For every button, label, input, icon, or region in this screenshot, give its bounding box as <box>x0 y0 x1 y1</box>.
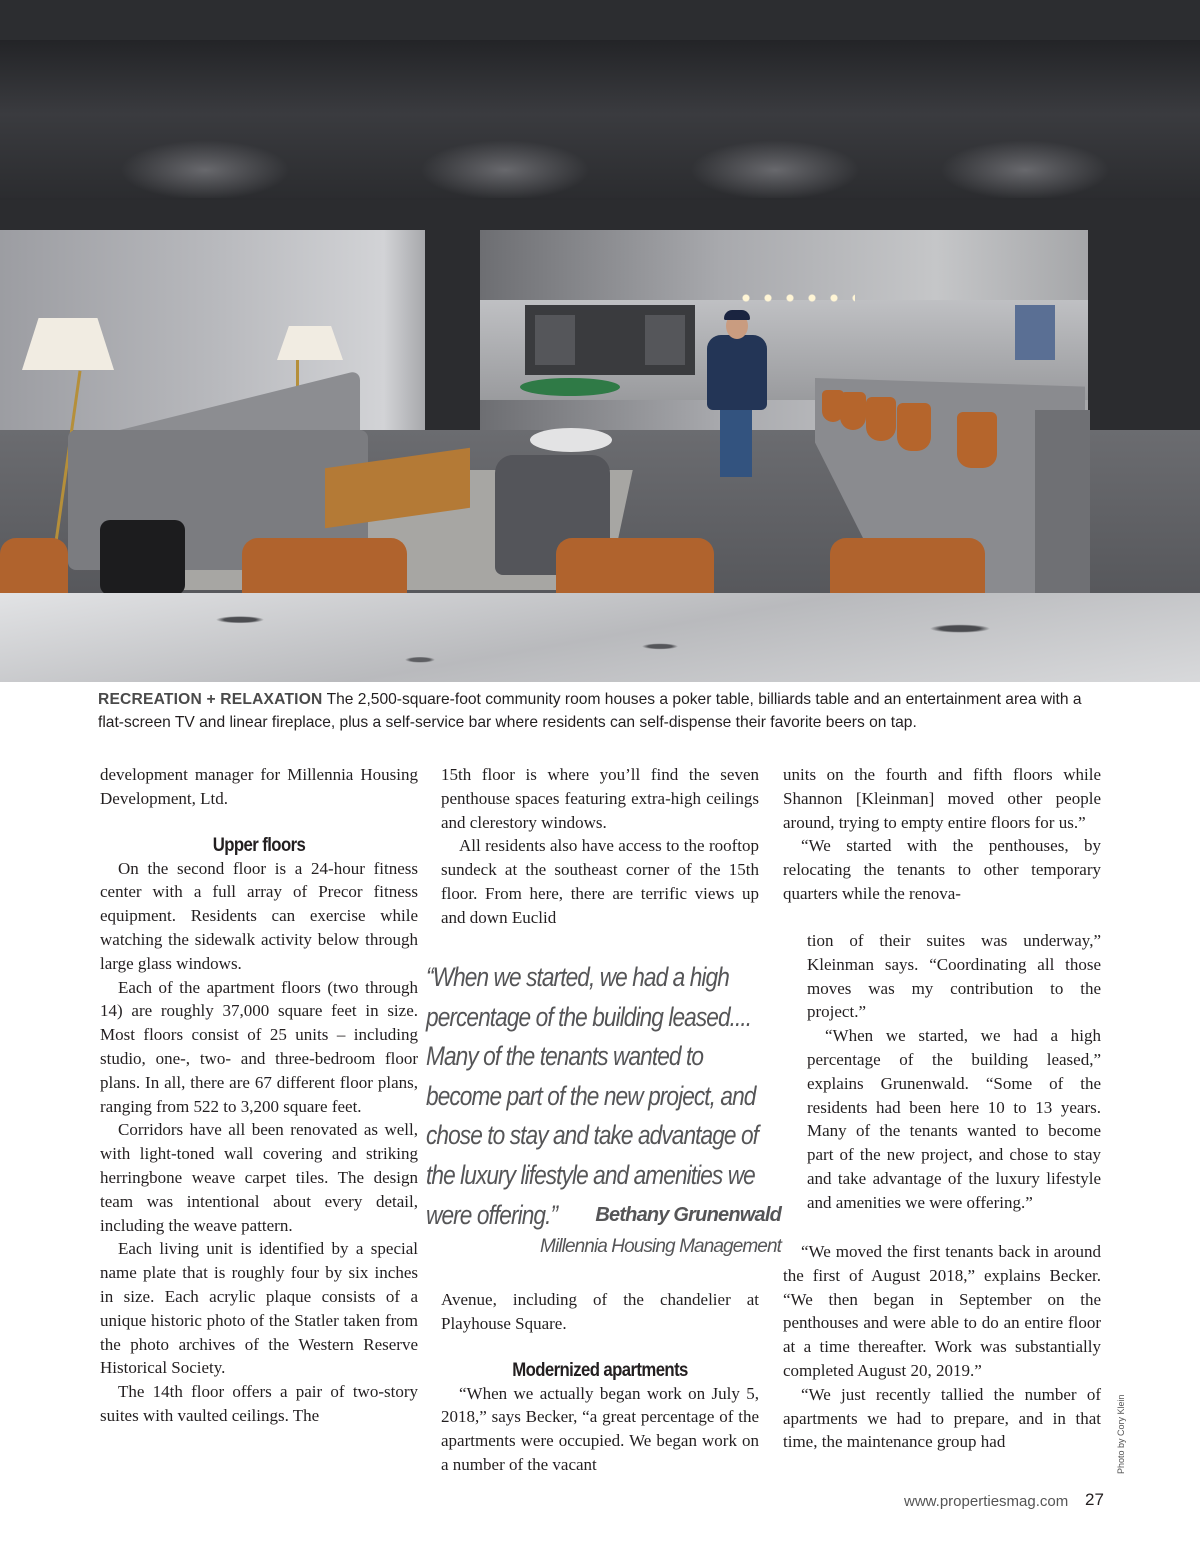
paragraph: “When we started, we had a high percentage of the building leased,” explains Grunenwald. “Some of the residents had been here 10 to 13 years. Many of the tenants wanted to become part of the new project, and chose to stay and take advantage of the luxury lifestyle and amenities we were offering.” <box>807 1026 1101 1212</box>
poker-table <box>520 378 620 396</box>
bar-chair <box>556 538 714 600</box>
chandelier <box>735 290 855 306</box>
ceiling-light <box>120 140 290 200</box>
person-cap <box>724 310 750 320</box>
bar-chair <box>830 538 985 600</box>
ceiling-light <box>420 140 590 200</box>
paragraph: development manager for Millennia Housing Development, Ltd. <box>100 765 418 808</box>
page-number: 27 <box>1085 1490 1104 1509</box>
bar-chair <box>242 538 407 600</box>
bar-chair <box>0 538 68 600</box>
pull-quote-attribution-org: Millennia Housing Management <box>540 1236 781 1257</box>
paragraph: Corridors have all been renovated as well, with light-toned wall covering and striking herringbone weave carpet tiles. The design team was intentional about every detail, including the weave pattern. <box>100 1120 418 1235</box>
pillar <box>425 230 480 460</box>
column-3-top <box>783 763 1101 906</box>
side-table <box>100 520 185 595</box>
paragraph: Avenue, including of the chandelier at Playhouse Square. <box>441 1290 759 1333</box>
paragraph: The 14th floor offers a pair of two-story suites with vaulted ceilings. The <box>100 1382 418 1425</box>
header-beam <box>0 200 1200 230</box>
bar-stool <box>866 397 896 441</box>
paragraph: units on the fourth and fifth floors while Shannon [Kleinman] moved other people around, trying to empty entire floors for us.” <box>783 765 1101 832</box>
section-heading-modernized-apartments: Modernized apartments <box>512 1358 688 1381</box>
paragraph: “We just recently tallied the number of apartments we had to prepare, and in that time, the maintenance group had <box>783 1384 1101 1452</box>
photo-credit <box>1114 1396 1128 1476</box>
caption-text: The 2,500-square-foot community room houses a poker table, billiards table and an entertainment area with a flat-screen TV and linear fireplace, plus a self-service bar where residents can self-dispense their favorite beers on tap. <box>98 691 1082 731</box>
bar-stool <box>897 403 931 451</box>
footer-url[interactable]: www.propertiesmag.com <box>904 1493 1069 1510</box>
pull-quote-attribution-name: Bethany Grunenwald <box>595 1204 781 1226</box>
ceiling-light <box>690 140 860 200</box>
photo-caption <box>98 688 1108 734</box>
caption-heading: RECREATION + RELAXATION <box>98 691 323 708</box>
paragraph: Each of the apartment floors (two through 14) are roughly 37,000 square feet in size. Most floors consist of 25 units – including studio, one-, two- and three-bedroom floor plans. In all, there are 67 different floor plans, ranging from 522 to 3,200 square feet. <box>100 977 418 1116</box>
paragraph: “We moved the first tenants back in around the first of August 2018,” explains Becker. “We then began in September on the penthouses and were able to do an entire floor at a time thereafter. Work was substantially completed August 20, 2019.” <box>783 1242 1101 1380</box>
granite-bar-end <box>1035 410 1090 595</box>
window <box>1015 305 1055 360</box>
community-room-photo <box>0 0 1200 682</box>
column-1 <box>100 763 418 1428</box>
person-body <box>707 335 767 410</box>
paragraph: “We started with the penthouses, by relocating the tenants to other temporary quarters while the renova- <box>783 836 1101 903</box>
paragraph: tion of their suites was underway,” Kleinman says. “Coordinating all those moves was my contribution to the project.” <box>807 931 1101 1022</box>
column-2-bottom <box>441 1288 759 1477</box>
paragraph: 15th floor is where you’ll find the seven penthouse spaces featuring extra-high ceilings and clerestory windows. <box>441 765 759 832</box>
photo-credit-text: Photo by Cory Klein <box>1116 1394 1126 1474</box>
built-in-shelves <box>525 305 695 375</box>
round-table <box>530 428 612 452</box>
ceiling-light <box>940 140 1110 200</box>
pull-quote-text: “When we started, we had a high percentage of the building leased.... Many of the tenants wanted to become part of the new project, and chose to stay and take advantage of the luxury lifestyle and amenities we were offering.” <box>426 962 759 1230</box>
section-heading-upper-floors: Upper floors <box>212 833 306 856</box>
person-legs <box>720 405 752 477</box>
bar-stool <box>840 392 866 430</box>
paragraph: On the second floor is a 24-hour fitness center with a full array of Precor fitness equipment. Residents can exercise while watching the sidewalk activity below through large glass windows. <box>100 858 418 973</box>
column-2-top <box>441 763 759 930</box>
bar-stool <box>957 412 997 468</box>
paragraph: “When we actually began work on July 5, 2018,” says Becker, “a great percentage of the apartments were occupied. We began work on a number of the vacant <box>441 1383 759 1474</box>
paragraph: All residents also have access to the rooftop sundeck at the southeast corner of the 15th floor. From here, there are terrific views up and down Euclid <box>441 836 759 927</box>
column-3-bottom <box>783 1240 1101 1454</box>
granite-countertop <box>0 593 1200 682</box>
paragraph: Each living unit is identified by a special name plate that is roughly four by six inches in size. Each acrylic plaque consists of a unique historic photo of the Statler taken from the photo archives of the Western Reserve Historical Society. <box>100 1239 418 1378</box>
column-3-inset <box>807 929 1101 1215</box>
pull-quote <box>426 958 784 1235</box>
